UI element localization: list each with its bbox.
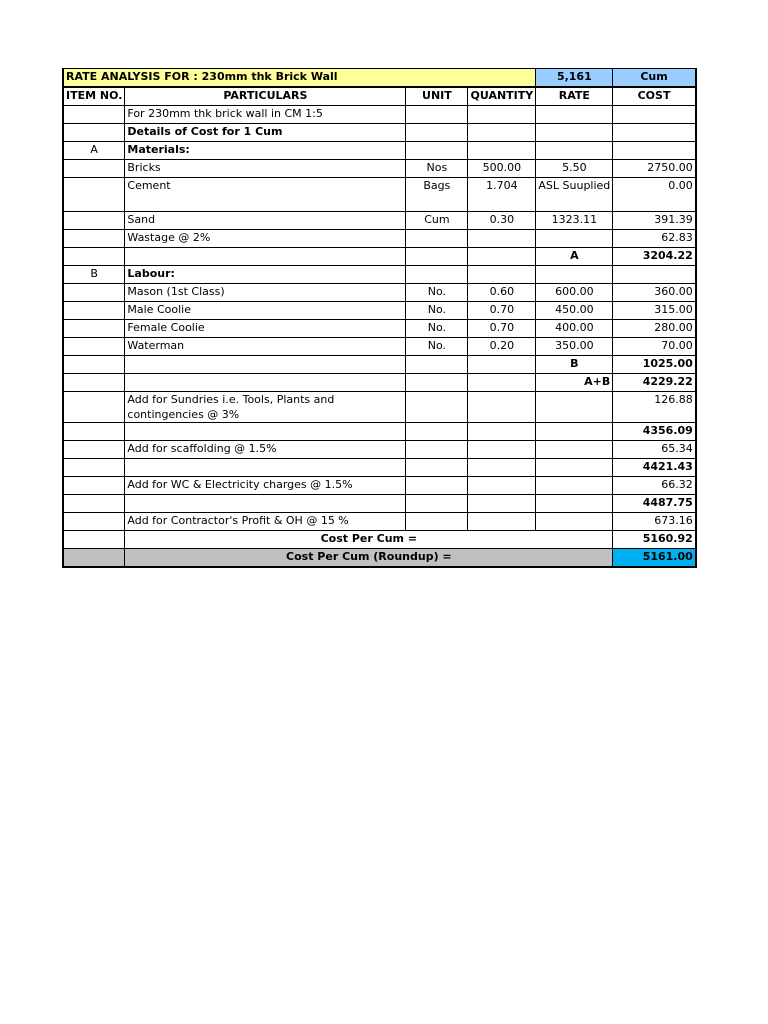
item-no-cell[interactable]	[63, 230, 125, 248]
cost-cell[interactable]: 2750.00	[613, 160, 696, 178]
rate-cell[interactable]: 600.00	[536, 284, 613, 302]
quantity-cell[interactable]: 0.30	[468, 212, 536, 230]
unit-cell[interactable]: No.	[406, 320, 468, 338]
item-no-cell[interactable]	[63, 302, 125, 320]
header-quantity[interactable]: QUANTITY	[468, 87, 536, 106]
quantity-cell[interactable]	[468, 248, 536, 266]
particulars-cell[interactable]	[125, 374, 406, 392]
quantity-cell[interactable]	[468, 142, 536, 160]
unit-cell[interactable]	[406, 142, 468, 160]
particulars-cell[interactable]: Add for Contractor's Profit & OH @ 15 %	[125, 513, 406, 531]
table-row	[63, 230, 696, 248]
particulars-cell[interactable]: Labour:	[125, 266, 406, 284]
quantity-cell[interactable]: 0.20	[468, 338, 536, 356]
table-row	[63, 392, 696, 423]
particulars-cell[interactable]: Details of Cost for 1 Cum	[125, 124, 406, 142]
rate-cell[interactable]	[536, 513, 613, 531]
item-no-cell[interactable]	[63, 423, 125, 441]
unit-cell[interactable]	[406, 441, 468, 459]
rate-cell[interactable]	[536, 477, 613, 495]
item-no-cell[interactable]	[63, 441, 125, 459]
cost-cell[interactable]: 4229.22	[613, 374, 696, 392]
particulars-cell[interactable]: Materials:	[125, 142, 406, 160]
table-row	[63, 320, 696, 338]
unit-cell[interactable]: No.	[406, 284, 468, 302]
particulars-cell[interactable]: For 230mm thk brick wall in CM 1:5	[125, 106, 406, 124]
item-no-cell[interactable]	[63, 284, 125, 302]
rate-cell[interactable]: A+B	[536, 374, 613, 392]
item-no-cell[interactable]	[63, 124, 125, 142]
quantity-cell[interactable]	[468, 374, 536, 392]
item-no-cell[interactable]	[63, 320, 125, 338]
table-row	[63, 106, 696, 124]
quantity-cell[interactable]: 500.00	[468, 160, 536, 178]
item-no-cell[interactable]	[63, 513, 125, 531]
cost-cell[interactable]: 315.00	[613, 302, 696, 320]
particulars-cell[interactable]: Add for scaffolding @ 1.5%	[125, 441, 406, 459]
rate-cell[interactable]	[536, 142, 613, 160]
table-row	[63, 477, 696, 495]
table-row	[63, 513, 696, 531]
particulars-cell[interactable]: Bricks	[125, 160, 406, 178]
cost-cell[interactable]: 673.16	[613, 513, 696, 531]
unit-cell[interactable]	[406, 106, 468, 124]
roundup-row	[63, 549, 696, 568]
item-no-cell[interactable]	[63, 495, 125, 513]
particulars-cell[interactable]	[125, 356, 406, 374]
particulars-cell[interactable]: Add for WC & Electricity charges @ 1.5%	[125, 477, 406, 495]
item-no-cell[interactable]	[63, 178, 125, 212]
item-no-cell[interactable]	[63, 459, 125, 477]
unit-cell[interactable]	[406, 459, 468, 477]
particulars-cell[interactable]	[125, 423, 406, 441]
table-row	[63, 338, 696, 356]
cost-cell[interactable]	[613, 142, 696, 160]
rate-cell[interactable]	[536, 423, 613, 441]
particulars-cell[interactable]: Cement	[125, 178, 406, 212]
table-row	[63, 160, 696, 178]
cost-cell[interactable]: 0.00	[613, 178, 696, 212]
title-rate-cell[interactable]: 5,161	[536, 69, 613, 88]
unit-cell[interactable]	[406, 230, 468, 248]
header-row	[63, 87, 696, 106]
particulars-cell[interactable]	[125, 495, 406, 513]
quantity-cell[interactable]	[468, 356, 536, 374]
rate-cell[interactable]: A	[536, 248, 613, 266]
particulars-cell[interactable]: Add for Sundries i.e. Tools, Plants and contingencies @ 3%	[125, 392, 406, 423]
particulars-cell[interactable]: Waterman	[125, 338, 406, 356]
table-row	[63, 441, 696, 459]
quantity-cell[interactable]	[468, 495, 536, 513]
roundup-label[interactable]: Cost Per Cum (Roundup) =	[125, 549, 613, 568]
rate-cell[interactable]	[536, 459, 613, 477]
roundup-value[interactable]: 5161.00	[613, 549, 696, 568]
cost-cell[interactable]: 62.83	[613, 230, 696, 248]
unit-cell[interactable]	[406, 513, 468, 531]
item-no-cell[interactable]	[63, 477, 125, 495]
rate-cell[interactable]: 5.50	[536, 160, 613, 178]
rate-cell[interactable]: 1323.11	[536, 212, 613, 230]
quantity-cell[interactable]	[468, 513, 536, 531]
table-row	[63, 248, 696, 266]
unit-cell[interactable]	[406, 392, 468, 423]
unit-cell[interactable]	[406, 248, 468, 266]
header-unit[interactable]: UNIT	[406, 87, 468, 106]
rate-cell[interactable]: 450.00	[536, 302, 613, 320]
quantity-cell[interactable]	[468, 230, 536, 248]
item-no-cell[interactable]	[63, 374, 125, 392]
unit-cell[interactable]	[406, 356, 468, 374]
quantity-cell[interactable]: 0.60	[468, 284, 536, 302]
table-row	[63, 459, 696, 477]
particulars-cell[interactable]	[125, 459, 406, 477]
item-no-cell[interactable]	[63, 392, 125, 423]
quantity-cell[interactable]	[468, 459, 536, 477]
rate-cell[interactable]	[536, 230, 613, 248]
cost-cell[interactable]: 360.00	[613, 284, 696, 302]
quantity-cell[interactable]: 0.70	[468, 302, 536, 320]
table-row	[63, 178, 696, 212]
quantity-cell[interactable]	[468, 477, 536, 495]
quantity-cell[interactable]	[468, 124, 536, 142]
rate-cell[interactable]	[536, 392, 613, 423]
cost-cell[interactable]: 65.34	[613, 441, 696, 459]
roundup-spacer[interactable]	[63, 549, 125, 568]
item-no-cell[interactable]: B	[63, 266, 125, 284]
quantity-cell[interactable]	[468, 106, 536, 124]
cost-per-cum-value[interactable]: 5160.92	[613, 531, 696, 549]
rate-analysis-table	[62, 68, 697, 568]
cost-cell[interactable]	[613, 106, 696, 124]
table-row	[63, 356, 696, 374]
unit-cell[interactable]	[406, 266, 468, 284]
rate-cell[interactable]	[536, 106, 613, 124]
particulars-cell[interactable]: Mason (1st Class)	[125, 284, 406, 302]
quantity-cell[interactable]	[468, 266, 536, 284]
title-row	[63, 69, 696, 88]
rate-cell[interactable]: ASL Suuplied	[536, 178, 613, 212]
rate-cell[interactable]	[536, 266, 613, 284]
table-row	[63, 212, 696, 230]
cost-cell[interactable]: 4487.75	[613, 495, 696, 513]
table-row	[63, 495, 696, 513]
cost-cell[interactable]: 391.39	[613, 212, 696, 230]
table-row	[63, 302, 696, 320]
particulars-cell[interactable]: Sand	[125, 212, 406, 230]
cost-cell[interactable]: 3204.22	[613, 248, 696, 266]
rate-cell[interactable]	[536, 495, 613, 513]
title-unit-cell[interactable]: Cum	[613, 69, 696, 88]
unit-cell[interactable]	[406, 477, 468, 495]
table-row	[63, 266, 696, 284]
quantity-cell[interactable]: 0.70	[468, 320, 536, 338]
header-rate[interactable]: RATE	[536, 87, 613, 106]
cost-per-cum-spacer[interactable]	[63, 531, 125, 549]
item-no-cell[interactable]	[63, 106, 125, 124]
table-row	[63, 374, 696, 392]
table-row	[63, 423, 696, 441]
cost-per-cum-row	[63, 531, 696, 549]
cost-cell[interactable]: 126.88	[613, 392, 696, 423]
unit-cell[interactable]	[406, 423, 468, 441]
item-no-cell[interactable]	[63, 338, 125, 356]
item-no-cell[interactable]: A	[63, 142, 125, 160]
item-no-cell[interactable]	[63, 356, 125, 374]
particulars-cell[interactable]: Wastage @ 2%	[125, 230, 406, 248]
header-item-no[interactable]: ITEM NO.	[63, 87, 125, 106]
cost-cell[interactable]: 1025.00	[613, 356, 696, 374]
unit-cell[interactable]	[406, 495, 468, 513]
header-cost[interactable]: COST	[613, 87, 696, 106]
unit-cell[interactable]: Cum	[406, 212, 468, 230]
item-no-cell[interactable]	[63, 248, 125, 266]
particulars-cell[interactable]: Male Coolie	[125, 302, 406, 320]
quantity-cell[interactable]	[468, 423, 536, 441]
table-row	[63, 142, 696, 160]
cost-cell[interactable]	[613, 124, 696, 142]
header-particulars[interactable]: PARTICULARS	[125, 87, 406, 106]
cost-cell[interactable]: 280.00	[613, 320, 696, 338]
quantity-cell[interactable]	[468, 392, 536, 423]
cost-cell[interactable]: 70.00	[613, 338, 696, 356]
particulars-cell[interactable]: Female Coolie	[125, 320, 406, 338]
cost-cell[interactable]: 4356.09	[613, 423, 696, 441]
table-row	[63, 284, 696, 302]
item-no-cell[interactable]	[63, 212, 125, 230]
unit-cell[interactable]: No.	[406, 338, 468, 356]
unit-cell[interactable]	[406, 124, 468, 142]
rate-cell[interactable]	[536, 441, 613, 459]
cost-per-cum-label[interactable]: Cost Per Cum =	[125, 531, 613, 549]
rate-cell[interactable]: 400.00	[536, 320, 613, 338]
cost-cell[interactable]: 4421.43	[613, 459, 696, 477]
unit-cell[interactable]: No.	[406, 302, 468, 320]
item-no-cell[interactable]	[63, 160, 125, 178]
unit-cell[interactable]: Bags	[406, 178, 468, 212]
unit-cell[interactable]	[406, 374, 468, 392]
table-row	[63, 124, 696, 142]
unit-cell[interactable]: Nos	[406, 160, 468, 178]
rate-cell[interactable]: 350.00	[536, 338, 613, 356]
quantity-cell[interactable]	[468, 441, 536, 459]
cost-cell[interactable]	[613, 266, 696, 284]
rate-cell[interactable]	[536, 124, 613, 142]
sheet-title[interactable]: RATE ANALYSIS FOR : 230mm thk Brick Wall	[63, 69, 536, 88]
particulars-cell[interactable]	[125, 248, 406, 266]
cost-cell[interactable]: 66.32	[613, 477, 696, 495]
rate-cell[interactable]: B	[536, 356, 613, 374]
quantity-cell[interactable]: 1.704	[468, 178, 536, 212]
